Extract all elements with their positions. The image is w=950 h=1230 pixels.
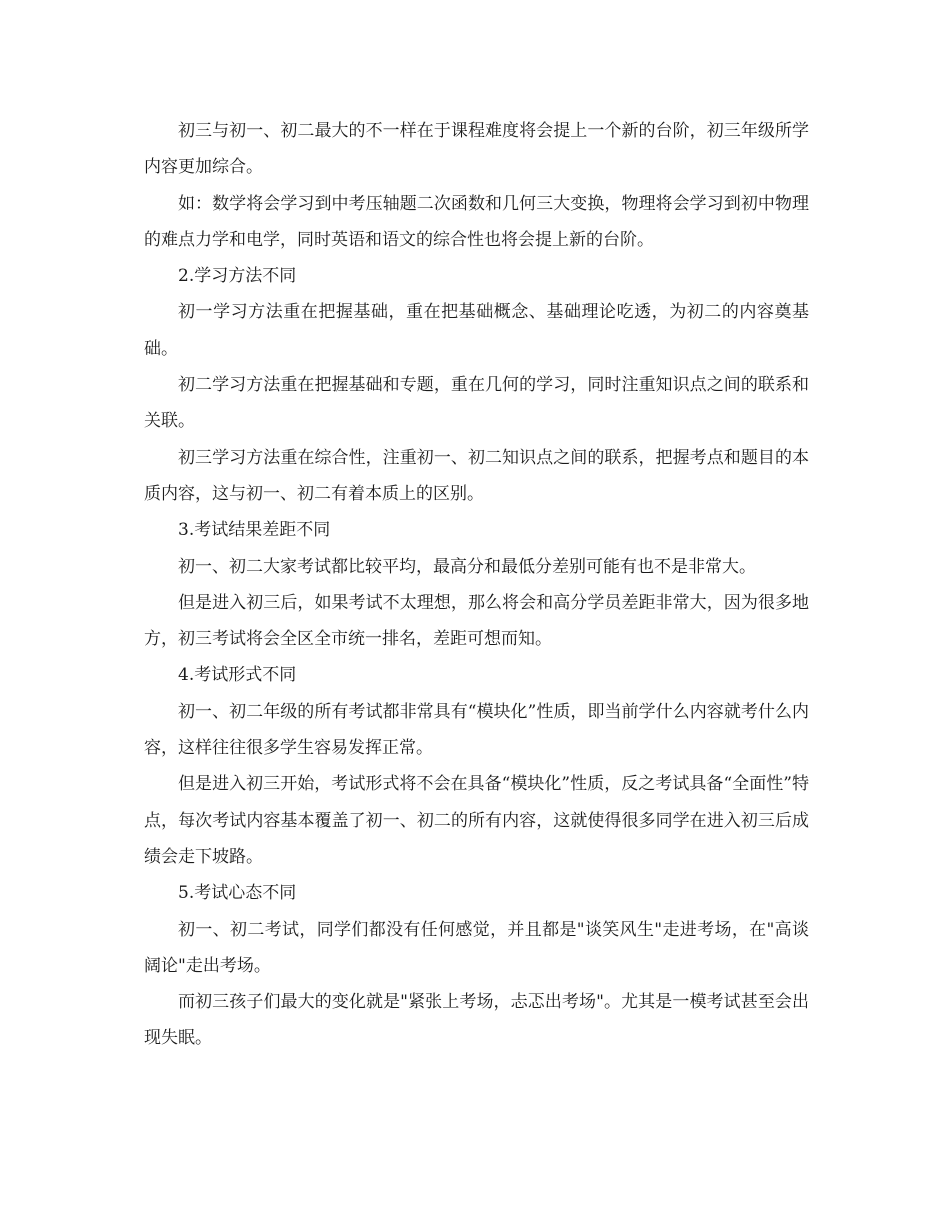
- paragraph: 初一、初二大家考试都比较平均，最高分和最低分差别可能有也不是非常大。: [178, 556, 756, 577]
- paragraph: 而初三孩子们最大的变化就是"紧张上考场，忐忑出考场"。尤其是一模考试甚至会出现失眠。: [144, 992, 809, 1049]
- paragraph: 初三与初一、初二最大的不一样在于课程难度将会提上一个新的台阶，初三年级所学内容更加综合。: [144, 121, 809, 178]
- paragraph: 初一、初二考试，同学们都没有任何感觉，并且都是"谈笑风生"走进考场，在"高谈阔论"走出考场。: [144, 919, 809, 976]
- paragraph: 如：数学将会学习到中考压轴题二次函数和几何三大变换，物理将会学习到初中物理的难点力学和电学，同时英语和语文的综合性也将会提上新的台阶。: [144, 193, 809, 250]
- paragraph: 但是进入初三后，如果考试不太理想，那么将会和高分学员差距非常大，因为很多地方，初三考试将会全区全市统一排名，差距可想而知。: [144, 592, 809, 650]
- paragraph: 初二学习方法重在把握基础和专题，重在几何的学习，同时注重知识点之间的联系和关联。: [144, 375, 809, 432]
- paragraph: 初一学习方法重在把握基础，重在把基础概念、基础理论吃透，为初二的内容奠基础。: [144, 302, 809, 359]
- paragraph: 初三学习方法重在综合性，注重初一、初二知识点之间的联系，把握考点和题目的本质内容，这与初一、初二有着本质上的区别。: [144, 447, 809, 504]
- section-heading: 5.考试心态不同: [178, 883, 297, 904]
- section-heading: 2.学习方法不同: [178, 266, 297, 287]
- document-body: [144, 113, 809, 1057]
- section-heading: 3.考试结果差距不同: [178, 520, 331, 541]
- paragraph: 但是进入初三开始，考试形式将不会在具备“模块化”性质，反之考试具备“全面性”特点，每次考试内容基本覆盖了初一、初二的所有内容，这就使得很多同学在进入初三后成绩会走下坡路。: [144, 774, 809, 867]
- section-heading: 4.考试形式不同: [178, 665, 297, 686]
- paragraph: 初一、初二年级的所有考试都非常具有“模块化”性质，即当前学什么内容就考什么内容，这样往往很多学生容易发挥正常。: [144, 701, 809, 759]
